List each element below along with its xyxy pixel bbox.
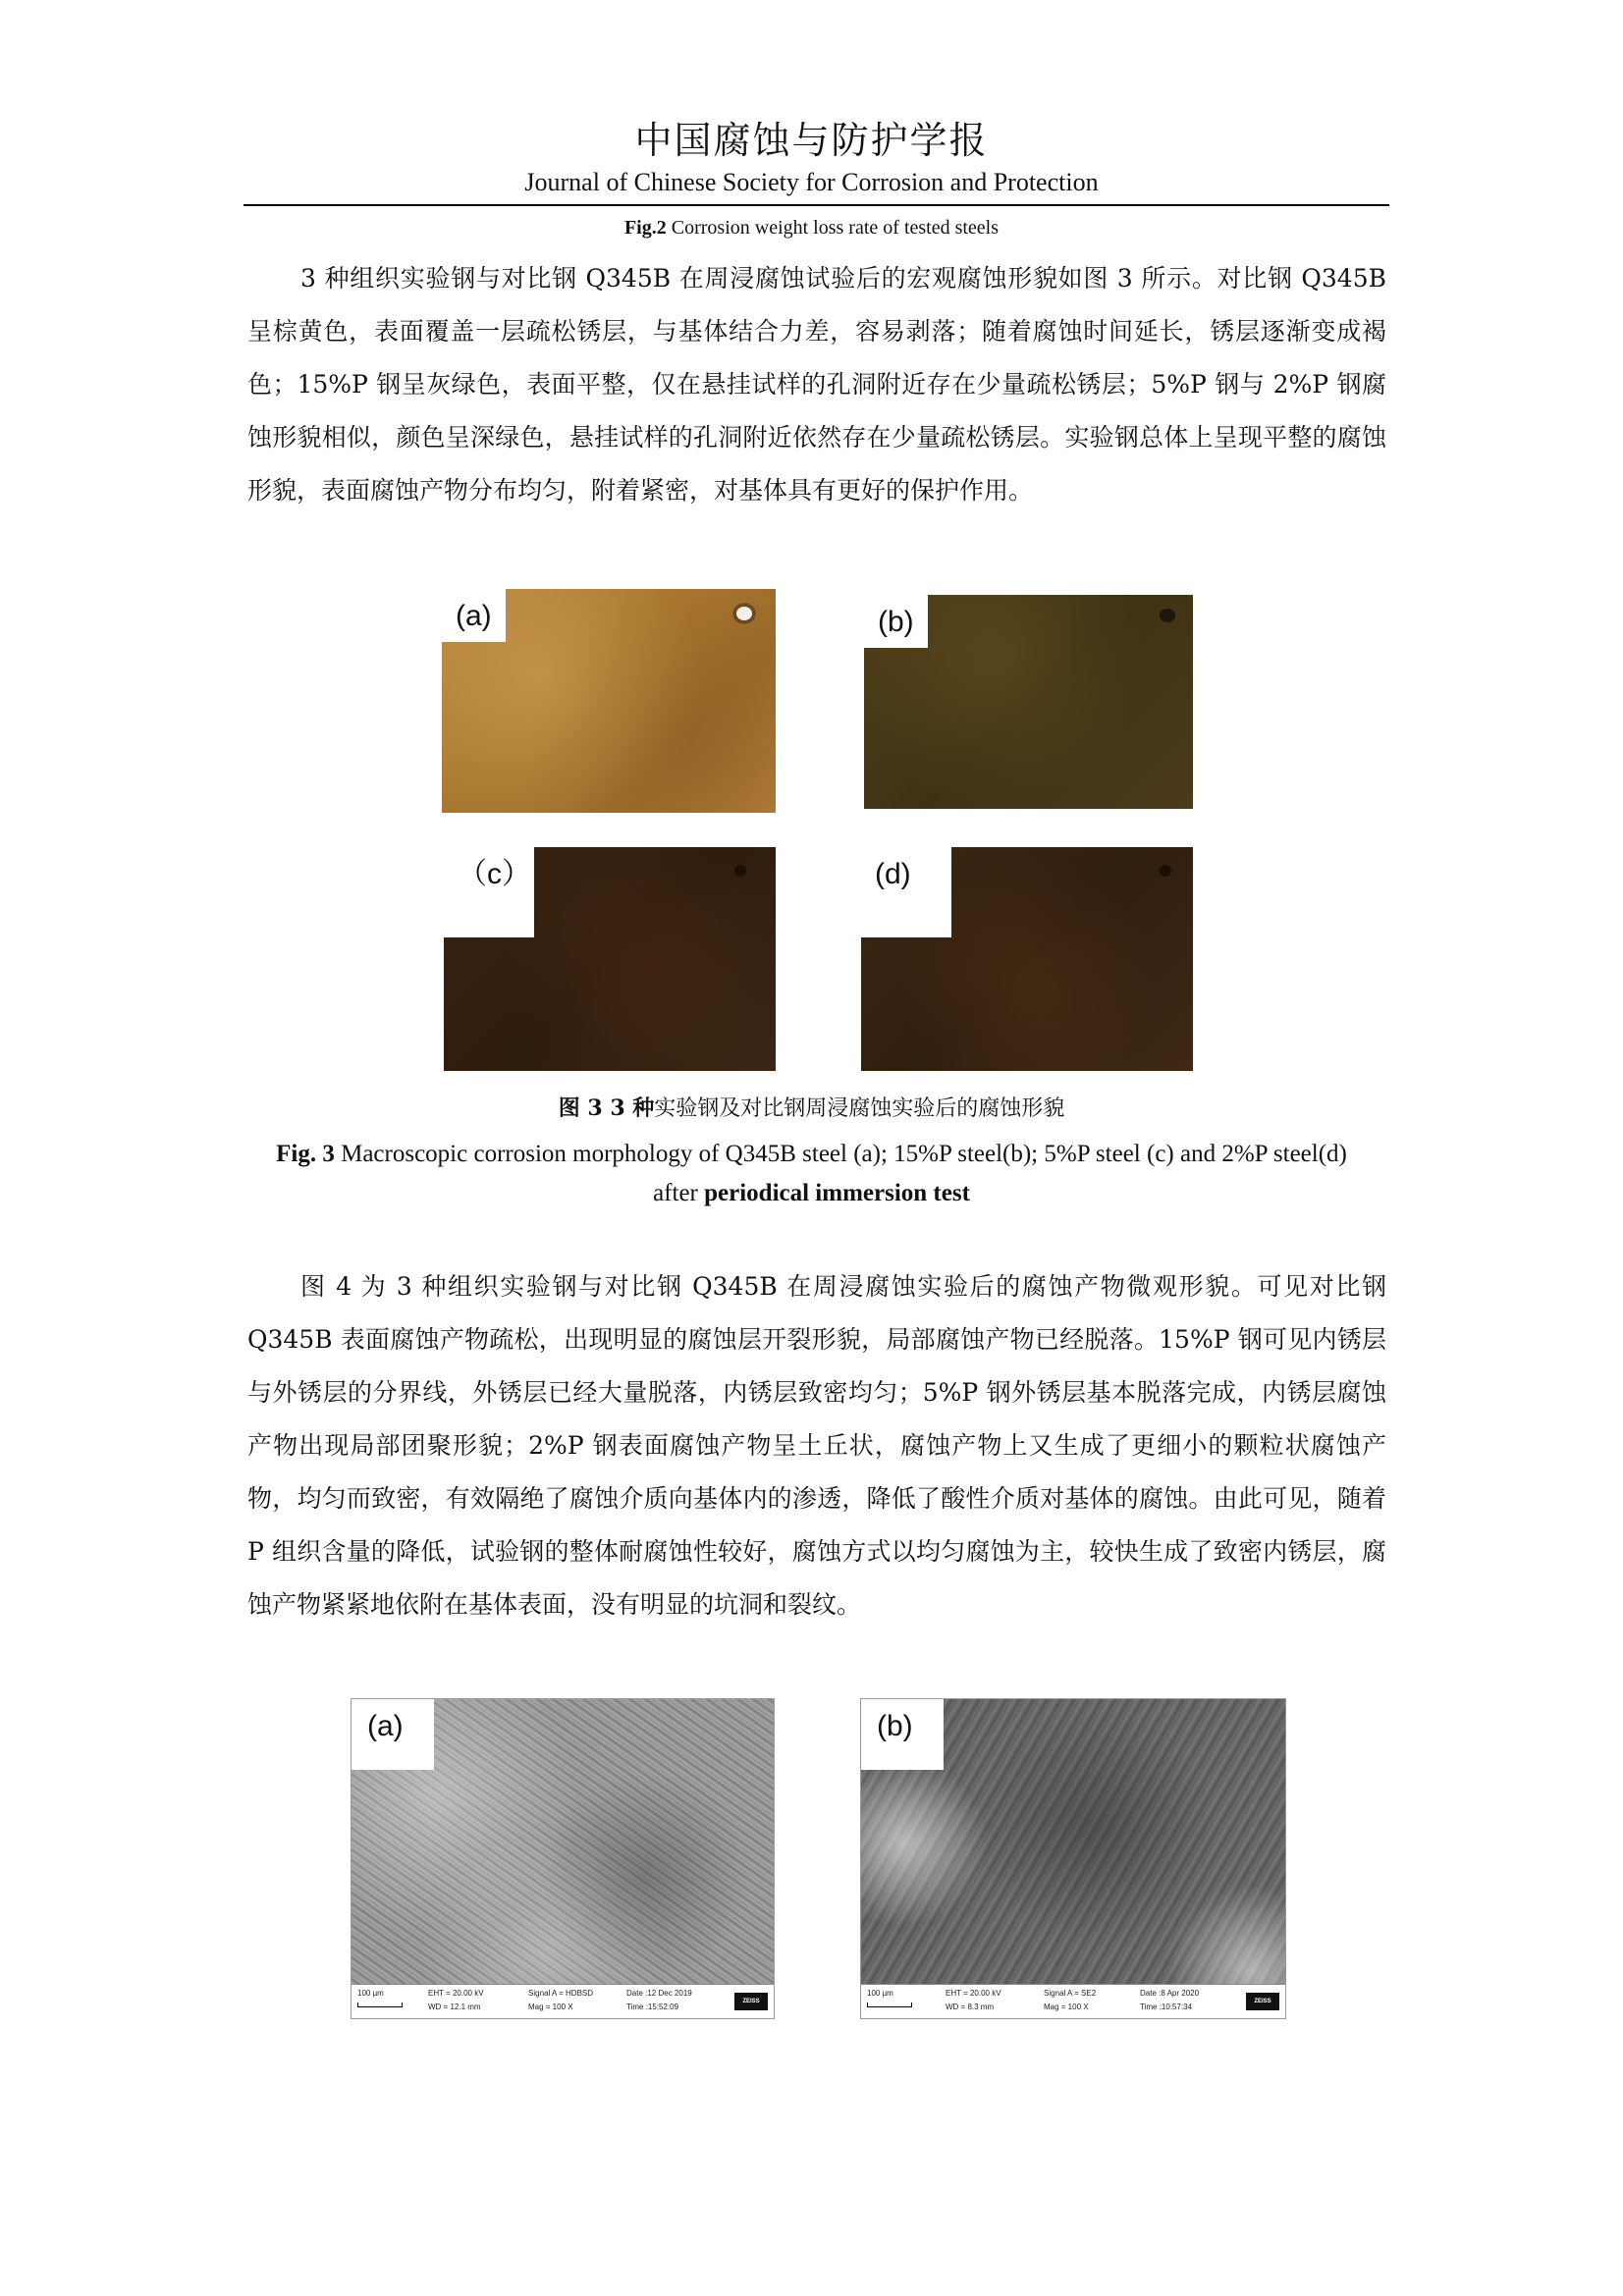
scale-label: 100 µm — [867, 1989, 893, 1998]
eht-readout: EHT = 20.00 kV — [428, 1989, 484, 1998]
figure2-caption-text: Corrosion weight loss rate of tested steels — [666, 217, 1000, 239]
time-readout: Time :15:52:09 — [626, 2002, 679, 2011]
hanging-hole — [734, 865, 746, 877]
figure3-photo-d — [861, 847, 1193, 1071]
hanging-hole — [1160, 609, 1175, 622]
figure3-label-c: （c） — [444, 847, 534, 937]
scale-label: 100 µm — [357, 1989, 384, 1998]
mag-readout: Mag = 100 X — [1044, 2002, 1089, 2011]
figure3-caption-en-label: Fig. 3 — [276, 1141, 335, 1167]
sem-databar — [352, 1984, 774, 2018]
eht-readout: EHT = 20.00 kV — [946, 1989, 1001, 1998]
figure3-label-a: (a) — [442, 589, 506, 642]
figure3-label-d: (d) — [861, 847, 951, 937]
body-paragraph-1: 3 种组织实验钢与对比钢 Q345B 在周浸腐蚀试验后的宏观腐蚀形貌如图 3 所示。对比钢 Q345B 呈棕黄色，表面覆盖一层疏松锈层，与基体结合力差，容易剥落；随着腐蚀时间延长，锈层逐渐变成褐色；15%P 钢呈灰绿色，表面平整，仅在悬挂试样的孔洞附近存在少量疏松锈层；5%P 钢与 2%P 钢腐蚀形貌相似，颜色呈深绿色，悬挂试样的孔洞附近依然存在少量疏松锈层。实验钢总体上呈现平整的腐蚀形貌，表面腐蚀产物分布均匀，附着紧密，对基体具有更好的保护作用。 — [247, 264, 1386, 505]
zeiss-logo: ZEISS — [734, 1993, 768, 2010]
figure3-photo-a — [442, 589, 776, 813]
date-readout: Date :12 Dec 2019 — [626, 1989, 692, 1998]
hanging-hole — [732, 603, 756, 624]
figure3-label-b: (b) — [864, 595, 928, 648]
figure2-caption — [0, 214, 1623, 241]
scale-bar — [357, 2002, 403, 2007]
figure3-caption-en-bold: periodical immersion test — [704, 1180, 970, 1206]
journal-title-cn: 中国腐蚀与防护学报 — [634, 119, 989, 162]
signal-readout: Signal A = SE2 — [1044, 1989, 1097, 1998]
wd-readout: WD = 8.3 mm — [946, 2002, 995, 2011]
figure4-sem-a — [351, 1698, 775, 2019]
figure4-sem-b — [860, 1698, 1286, 2019]
journal-title-en: Journal of Chinese Society for Corrosion and Protection — [524, 168, 1099, 196]
mag-readout: Mag = 100 X — [528, 2002, 573, 2011]
zeiss-logo: ZEISS — [1246, 1993, 1279, 2010]
figure3-caption-cn-bold: 图 3 3 种 — [558, 1095, 655, 1121]
figure3-photo-b — [864, 595, 1193, 809]
scale-bar — [867, 2002, 912, 2007]
figure2-caption-label: Fig.2 — [623, 217, 667, 239]
time-readout: Time :10:57:34 — [1140, 2002, 1193, 2011]
figure3-caption-cn-text: 实验钢及对比钢周浸腐蚀实验后的腐蚀形貌 — [654, 1096, 1065, 1121]
figure3-caption-en-text: Macroscopic corrosion morphology of Q345B steel (a); 15%P steel(b); 5%P steel (c) and 2%P steel(d) after — [334, 1141, 1347, 1206]
signal-readout: Signal A = HDBSD — [528, 1989, 594, 1998]
figure4-label-b: (b) — [861, 1699, 944, 1770]
body-paragraph-2: 图 4 为 3 种组织实验钢与对比钢 Q345B 在周浸腐蚀实验后的腐蚀产物微观形貌。可见对比钢 Q345B 表面腐蚀产物疏松，出现明显的腐蚀层开裂形貌，局部腐蚀产物已经脱落。15%P 钢可见内锈层与外锈层的分界线，外锈层已经大量脱落，内锈层致密均匀；5%P 钢外锈层基本脱落完成，内锈层腐蚀产物出现局部团聚形貌；2%P 钢表面腐蚀产物呈土丘状，腐蚀产物上又生成了更细小的颗粒状腐蚀产物，均匀而致密，有效隔绝了腐蚀介质向基体内的渗透，降低了酸性介质对基体的腐蚀。由此可见，随着 P 组织含量的降低，试验钢的整体耐腐蚀性较好，腐蚀方式以均匀腐蚀为主，较快生成了致密内锈层，腐蚀产物紧紧地依附在基体表面，没有明显的坑洞和裂纹。 — [247, 1272, 1386, 1619]
figure3-caption-cn — [0, 1094, 1623, 1124]
hanging-hole — [1160, 865, 1171, 877]
figure3-photo-c — [444, 847, 776, 1071]
header-divider — [243, 204, 1389, 206]
date-readout: Date :8 Apr 2020 — [1140, 1989, 1200, 1998]
figure3-caption-en — [255, 1135, 1368, 1213]
wd-readout: WD = 12.1 mm — [428, 2002, 481, 2011]
sem-databar — [861, 1984, 1285, 2018]
figure4-label-a: (a) — [352, 1699, 434, 1770]
